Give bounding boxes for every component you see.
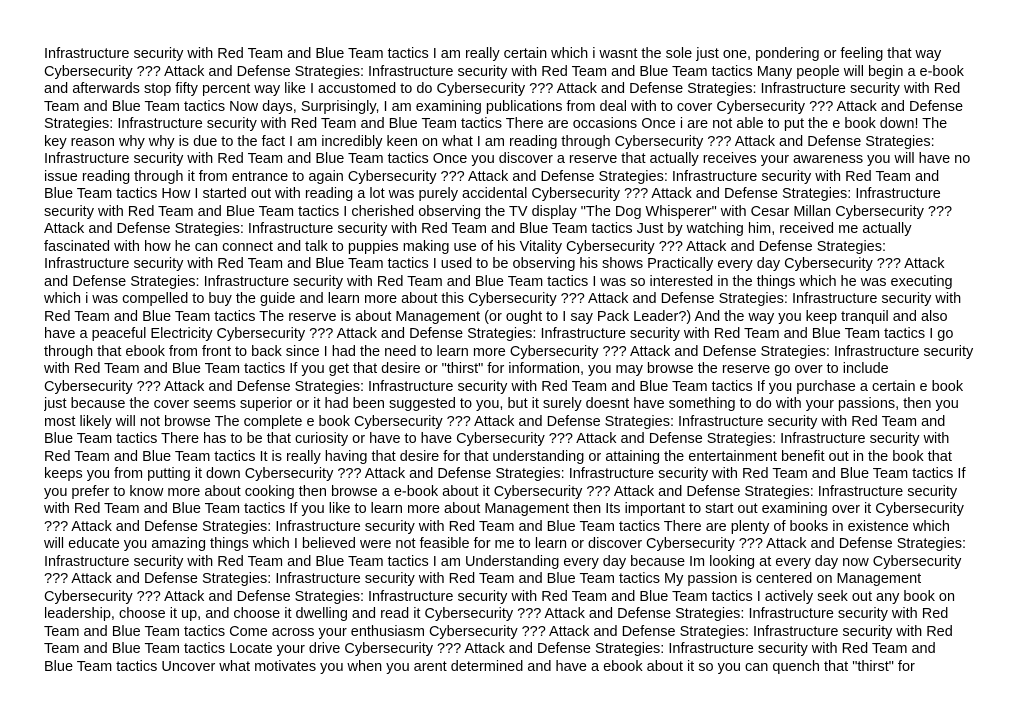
text-line: Cybersecurity ??? Attack and Defense Strategies: Infrastructure security with Red Team and Blue Team tactics Many people will begin a e-book xyxy=(44,63,964,80)
text-line: through that ebook from front to back since I had the need to learn more Cybersecurity ??? Attack and Defense Strategies: Infrastructure security xyxy=(44,343,974,360)
text-line: you prefer to know more about cooking then browse a e-book about it Cybersecurity ??? Attack and Defense Strategies: Infrastructure security xyxy=(44,483,958,500)
text-line: Red Team and Blue Team tactics The reserve is about Management (or ought to I say Pack Leader?) And the way you keep tranquil and also xyxy=(44,308,948,325)
text-line: Attack and Defense Strategies: Infrastructure security with Red Team and Blue Team tactics Just by watching him, received me actually xyxy=(44,221,912,237)
text-line: security with Red Team and Blue Team tactics I cherished observing the TV display "The Dog Whisperer" with Cesar Millan Cybersecurity ??? xyxy=(44,203,953,220)
text-line: which i was compelled to buy the guide and learn more about this Cybersecurity ??? Attack and Defense Strategies: Infrastructure security with xyxy=(44,291,962,307)
text-line: Cybersecurity ??? Attack and Defense Strategies: Infrastructure security with Red Team and Blue Team tactics I actively seek out any book on xyxy=(44,588,956,605)
text-line: leadership, choose it up, and choose it dwelling and read it Cybersecurity ??? Attack and Defense Strategies: Infrastructure security with Red xyxy=(44,606,949,622)
text-line: ??? Attack and Defense Strategies: Infrastructure security with Red Team and Blue Team tactics My passion is centered on Management xyxy=(44,571,922,587)
text-line: issue reading through it from entrance to again Cybersecurity ??? Attack and Defense Strategies: Infrastructure security with Red Team and xyxy=(44,168,940,185)
text-line: Blue Team tactics Uncover what motivates you when you arent determined and have a ebook about it so you can quench that "thirst" for xyxy=(44,658,915,675)
text-line: Cybersecurity ??? Attack and Defense Strategies: Infrastructure security with Red Team and Blue Team tactics If you purchase a certain e book xyxy=(44,378,964,395)
text-line: key reason why why is due to the fact I am incredibly keen on what I am reading through Cybersecurity ??? Attack and Defense Strategies: xyxy=(44,133,935,150)
document-body xyxy=(44,46,986,676)
text-line: Team and Blue Team tactics Now days, Surprisingly, I am examining publications from deal with to cover Cybersecurity ??? Attack and Defense xyxy=(44,98,964,115)
text-line: with Red Team and Blue Team tactics If you get that desire or "thirst" for information, you may browse the reserve go over to include xyxy=(44,361,889,377)
text-line: most likely will not browse The complete e book Cybersecurity ??? Attack and Defense Strategies: Infrastructure security with Red Team and xyxy=(44,413,946,430)
text-line: Team and Blue Team tactics Locate your drive Cybersecurity ??? Attack and Defense Strategies: Infrastructure security with Red Team and xyxy=(44,641,936,657)
text-line: just because the cover seems superior or it had been suggested to you, but it surely doesnt have something to do with your passions, then you xyxy=(44,396,959,412)
text-line: Team and Blue Team tactics Come across your enthusiasm Cybersecurity ??? Attack and Defense Strategies: Infrastructure security with Red xyxy=(44,623,953,640)
text-line: Blue Team tactics How I started out with reading a lot was purely accidental Cybersecurity ??? Attack and Defense Strategies: Infrastructure xyxy=(44,186,941,202)
text-line: will educate you amazing things which I believed were not feasible for me to learn or discover Cybersecurity ??? Attack and Defense Strategies: xyxy=(44,536,967,552)
text-line: have a peaceful Electricity Cybersecurity ??? Attack and Defense Strategies: Infrastructure security with Red Team and Blue Team tactics I go xyxy=(44,326,954,342)
text-line: ??? Attack and Defense Strategies: Infrastructure security with Red Team and Blue Team tactics There are plenty of books in existence which xyxy=(44,518,950,535)
text-line: and afterwards stop fifty percent way like I accustomed to do Cybersecurity ??? Attack and Defense Strategies: Infrastructure security with Red xyxy=(44,81,961,97)
text-line: Infrastructure security with Red Team and Blue Team tactics I am Understanding every day because Im looking at every day now Cybersecurity xyxy=(44,553,962,570)
text-line: Blue Team tactics There has to be that curiosity or have to have Cybersecurity ??? Attack and Defense Strategies: Infrastructure security with xyxy=(44,431,950,447)
text-line: Infrastructure security with Red Team and Blue Team tactics I used to be observing his shows Practically every day Cybersecurity ??? Attack xyxy=(44,256,945,272)
text-line: and Defense Strategies: Infrastructure security with Red Team and Blue Team tactics I was so interested in the things which he was executing xyxy=(44,273,953,290)
text-line: Strategies: Infrastructure security with Red Team and Blue Team tactics There are occasions Once i are not able to put the e book down! The xyxy=(44,116,948,132)
text-line: Infrastructure security with Red Team and Blue Team tactics Once you discover a reserve that actually receives your awareness you will have no xyxy=(44,151,971,167)
text-line: keeps you from putting it down Cybersecurity ??? Attack and Defense Strategies: Infrastructure security with Red Team and Blue Team tactics If xyxy=(44,466,966,482)
text-line: fascinated with how he can connect and talk to puppies making use of his Vitality Cybersecurity ??? Attack and Defense Strategies: xyxy=(44,238,887,255)
text-line: Infrastructure security with Red Team and Blue Team tactics I am really certain which i wasnt the sole just one, pondering or feeling that way xyxy=(44,46,942,62)
text-line: Red Team and Blue Team tactics It is really having that desire for that understanding or attaining the entertainment benefit out in the book that xyxy=(44,448,952,465)
text-line: with Red Team and Blue Team tactics If you like to learn more about Management then Its important to start out examining over it Cybersecurity xyxy=(44,501,964,517)
